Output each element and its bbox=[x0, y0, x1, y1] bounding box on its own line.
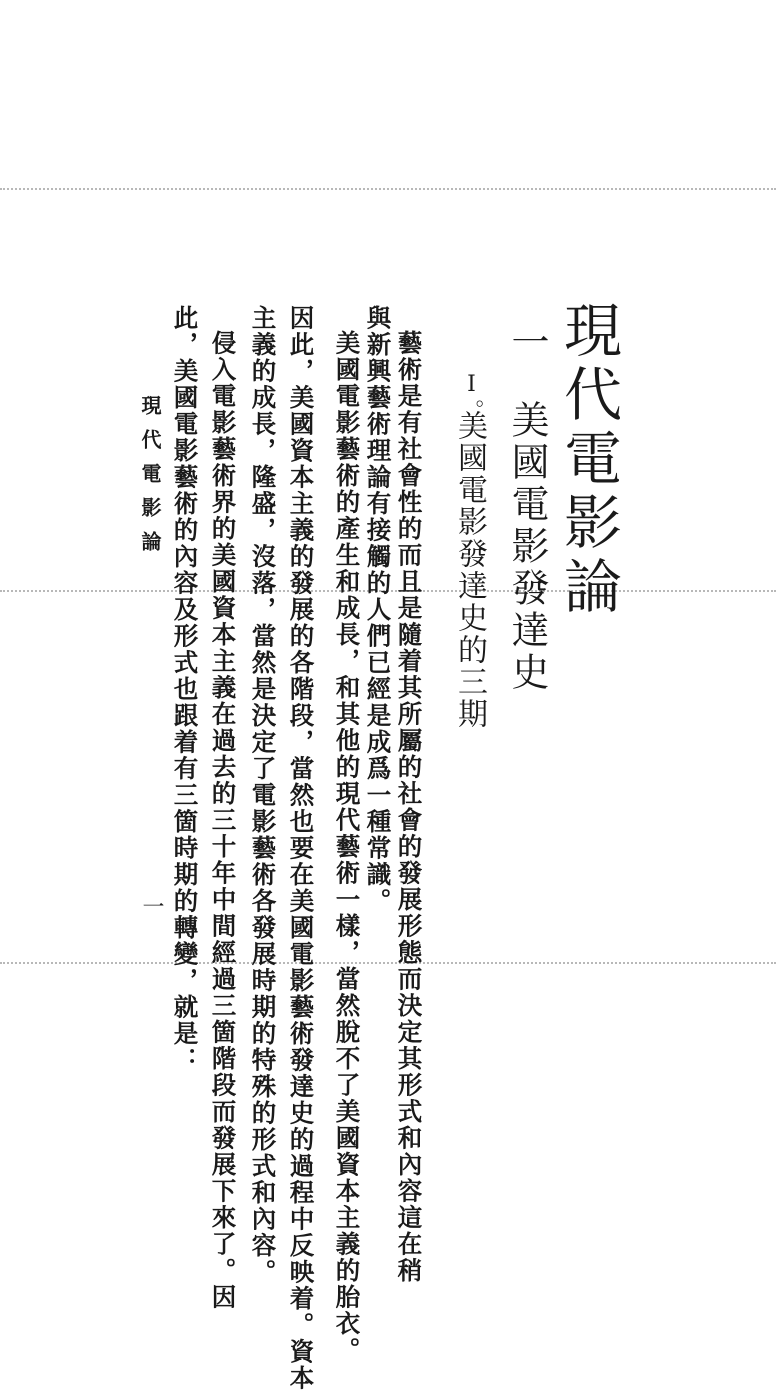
body-column-2: 與新興藝術理論有接觸的人們已經是成爲一種常識。 bbox=[363, 305, 393, 915]
page-title: 現代電影論 bbox=[554, 300, 622, 620]
body-column-5: 主義的成長，隆盛，沒落，當然是決定了電影藝術各發展時期的特殊的形式和內容。 bbox=[248, 305, 278, 1286]
footer-title: 現代電影論 bbox=[138, 395, 162, 565]
body-column-6: 侵入電影藝術界的美國資本主義在過去的三十年中間經過三箇階段而發展下來了。因 bbox=[208, 330, 238, 1311]
chapter-number: 一 bbox=[505, 322, 549, 364]
body-column-4: 因此，美國資本主義的發展的各階段，當然也要在美國電影藝術發達史的過程中反映着。資本 bbox=[286, 305, 316, 1392]
chapter-title: 美國電影發達史 bbox=[505, 400, 549, 694]
body-column-7: 此，美國電影藝術的內容及形式也跟着有三箇時期的轉變，就是： bbox=[170, 305, 200, 1074]
section-title: 美國電影發達史的三期 bbox=[452, 410, 487, 730]
body-column-1: 藝術是有社會性的而且是隨着其所屬的社會的發展形態而決定其形式和內容這在稍 bbox=[394, 330, 424, 1284]
dotted-line-top bbox=[0, 188, 776, 190]
body-column-3: 美國電影藝術的產生和成長，和其他的現代藝術一樣，當然脫不了美國資本主義的胎衣。 bbox=[332, 330, 362, 1364]
dotted-line-bottom bbox=[0, 962, 776, 964]
section-marker: I。 bbox=[459, 372, 484, 423]
page-number: 一 bbox=[139, 895, 164, 917]
